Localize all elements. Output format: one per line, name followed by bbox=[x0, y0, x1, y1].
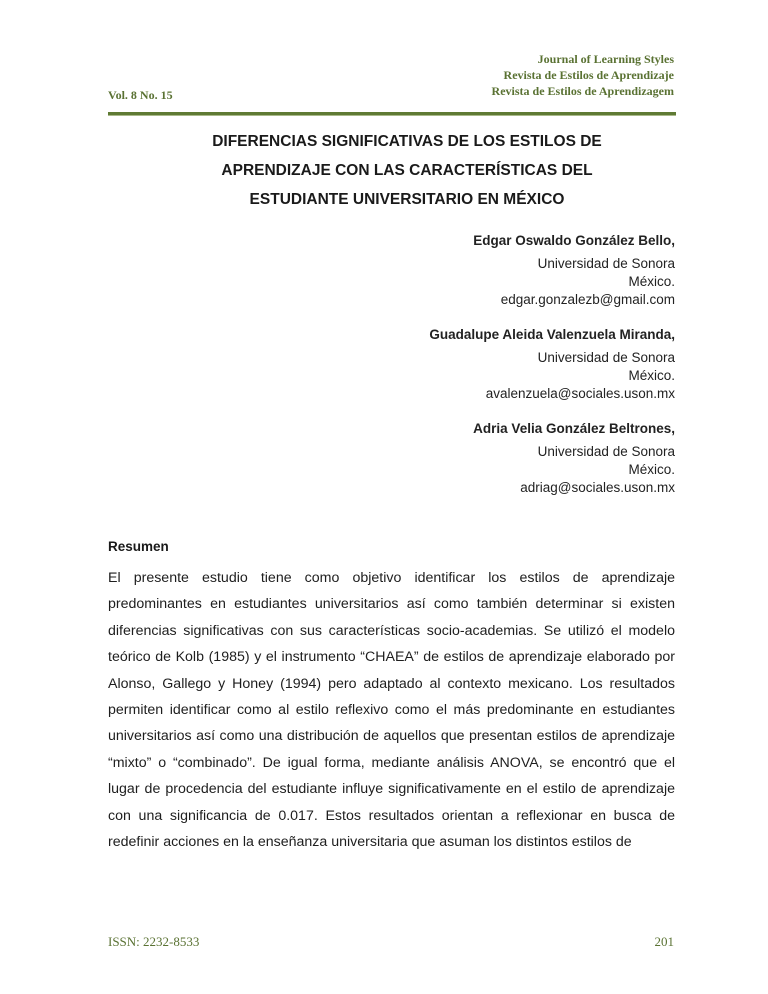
journal-name-en: Journal of Learning Styles bbox=[537, 52, 674, 66]
author-block bbox=[429, 232, 675, 309]
journal-name-es: Revista de Estilos de Aprendizaje bbox=[503, 68, 674, 82]
header-rule bbox=[108, 112, 676, 116]
author-block bbox=[429, 326, 675, 403]
author-country: México. bbox=[628, 274, 675, 289]
author-institution: Universidad de Sonora bbox=[537, 350, 675, 365]
author-country: México. bbox=[628, 462, 675, 477]
author-list bbox=[429, 232, 675, 514]
title-line: DIFERENCIAS SIGNIFICATIVAS DE LOS ESTILOS DE bbox=[212, 133, 602, 150]
author-email[interactable]: adriag@sociales.uson.mx bbox=[520, 480, 675, 495]
journal-name-pt: Revista de Estilos de Aprendizagem bbox=[491, 84, 674, 98]
author-name: Edgar Oswaldo González Bello, bbox=[473, 233, 675, 248]
journal-name bbox=[492, 51, 674, 99]
author-block bbox=[429, 420, 675, 497]
title-line: APRENDIZAJE CON LAS CARACTERÍSTICAS DEL bbox=[221, 162, 593, 179]
abstract-heading: Resumen bbox=[108, 539, 169, 554]
author-country: México. bbox=[628, 368, 675, 383]
author-email[interactable]: edgar.gonzalezb@gmail.com bbox=[500, 292, 675, 307]
author-institution: Universidad de Sonora bbox=[537, 256, 675, 271]
title-line: ESTUDIANTE UNIVERSITARIO EN MÉXICO bbox=[249, 191, 565, 208]
author-institution: Universidad de Sonora bbox=[537, 444, 675, 459]
author-name: Guadalupe Aleida Valenzuela Miranda, bbox=[429, 327, 675, 342]
abstract-text: El presente estudio tiene como objetivo identificar los estilos de aprendizaje predominantes en estudiantes universitarios así como también determinar si existen diferencias significativas con sus características socio-academias. Se utilizó el modelo teórico de Kolb (1985) y el instrumento “CHAEA” de estilos de aprendizaje elaborado por Alonso, Gallego y Honey (1994) pero adaptado al contexto mexicano. Los resultados permiten identificar como al estilo reflexivo como el más predominante en estudiantes universitarios así como una distribución de aquellos que presentan estilos de aprendizaje “mixto” o “combinado”. De igual forma, mediante análisis ANOVA, se encontró que el lugar de procedencia del estudiante influye significativamente en el estilo de aprendizaje con una significancia de 0.017. Estos resultados orientan a reflexionar en busca de redefinir acciones en la enseñanza universitaria que asuman los distintos estilos de bbox=[108, 570, 675, 851]
author-email[interactable]: avalenzuela@sociales.uson.mx bbox=[485, 386, 675, 401]
page-number: 201 bbox=[654, 934, 674, 949]
paper-title bbox=[108, 127, 676, 214]
author-name: Adria Velia González Beltrones, bbox=[473, 421, 675, 436]
issn-label: ISSN: 2232-8533 bbox=[108, 934, 200, 949]
volume-label: Vol. 8 No. 15 bbox=[108, 88, 173, 102]
